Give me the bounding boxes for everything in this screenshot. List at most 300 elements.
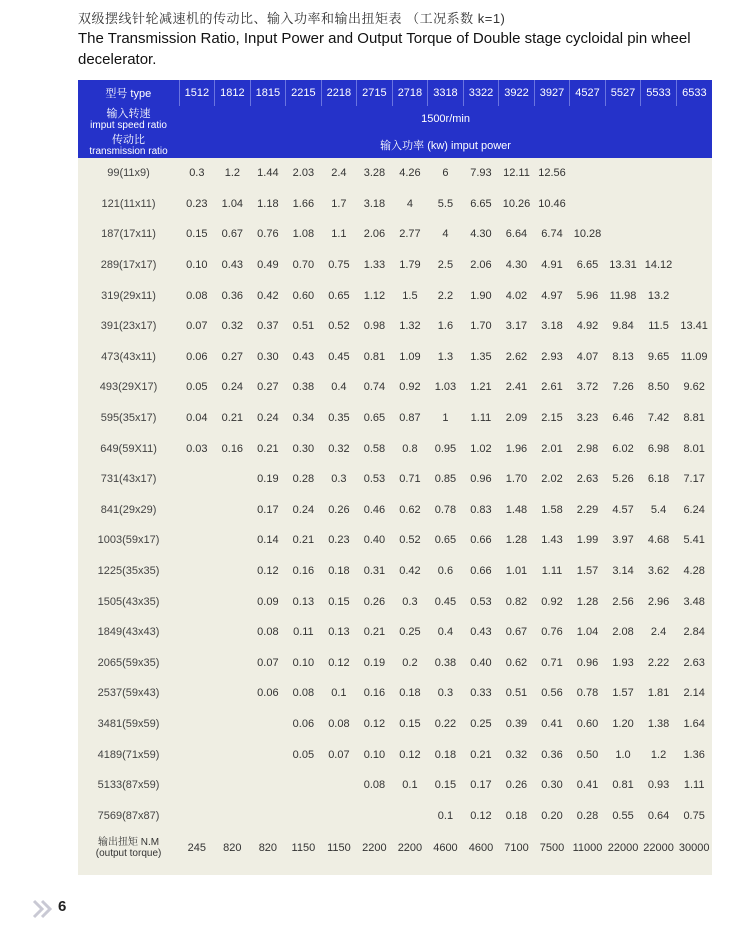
output-torque-label bbox=[78, 831, 179, 865]
model-header-cell: 2718 bbox=[392, 80, 428, 106]
power-cell bbox=[215, 800, 251, 831]
power-cell: 1.0 bbox=[615, 748, 631, 761]
model-header-cell: 5533 bbox=[641, 80, 677, 106]
power-cell: 0.3 bbox=[437, 687, 454, 700]
torque-cell: 2200 bbox=[397, 842, 423, 855]
power-cell: 1.43 bbox=[541, 534, 563, 547]
power-cell: 0.25 bbox=[470, 717, 492, 730]
ratio-cell: 4189(71x59) bbox=[97, 748, 160, 761]
torque-cell: 30000 bbox=[678, 842, 710, 855]
ratio-cell: 121(11x11) bbox=[101, 197, 156, 210]
power-cell: 0.06 bbox=[292, 717, 315, 730]
power-cell: 6.74 bbox=[541, 228, 563, 241]
power-cell bbox=[215, 739, 251, 770]
power-cell: 0.38 bbox=[292, 381, 315, 394]
power-cell bbox=[250, 709, 286, 740]
power-cell: 2.62 bbox=[505, 350, 528, 363]
ratio-cell: 473(43x11) bbox=[101, 350, 156, 363]
power-cell: 0.96 bbox=[470, 473, 492, 486]
power-cell: 0.56 bbox=[541, 687, 563, 700]
power-cell: 0.66 bbox=[470, 534, 492, 547]
power-cell: 6.18 bbox=[647, 473, 670, 486]
power-cell: 2.06 bbox=[470, 259, 492, 272]
power-cell: 0.1 bbox=[331, 687, 347, 700]
power-cell: 0.52 bbox=[328, 320, 350, 333]
table-row bbox=[78, 158, 712, 189]
model-header-cell: 2215 bbox=[286, 80, 322, 106]
power-cell: 10.28 bbox=[573, 228, 602, 241]
power-cell bbox=[321, 770, 357, 801]
power-cell: 0.49 bbox=[257, 259, 279, 272]
power-cell: 1.93 bbox=[612, 656, 634, 669]
ratio-cell: 3481(59x59) bbox=[97, 717, 160, 730]
power-cell: 6.65 bbox=[470, 197, 492, 210]
power-cell: 1.11 bbox=[683, 779, 705, 792]
ratio-cell: 2065(59x35) bbox=[97, 656, 160, 669]
ratio-cell: 841(29x29) bbox=[100, 503, 157, 516]
power-cell: 2.14 bbox=[683, 687, 705, 700]
power-cell: 0.32 bbox=[328, 442, 350, 455]
power-cell: 1.48 bbox=[505, 503, 528, 516]
power-cell: 0.71 bbox=[399, 473, 421, 486]
power-cell: 4.68 bbox=[647, 534, 670, 547]
table-row bbox=[78, 556, 712, 587]
power-cell: 0.96 bbox=[576, 656, 599, 669]
input-speed-label bbox=[78, 106, 179, 132]
power-cell: 0.08 bbox=[328, 717, 350, 730]
power-cell: 0.43 bbox=[470, 626, 492, 639]
power-cell: 4.92 bbox=[576, 320, 599, 333]
power-cell: 6.02 bbox=[612, 442, 634, 455]
power-cell: 7.17 bbox=[683, 473, 705, 486]
power-cell: 0.76 bbox=[541, 626, 563, 639]
table-row bbox=[78, 372, 712, 403]
power-cell bbox=[215, 464, 251, 495]
ratio-cell: 649(59X11) bbox=[100, 442, 157, 455]
table-row bbox=[78, 311, 712, 342]
ratio-cell: 7569(87x87) bbox=[97, 809, 160, 822]
power-cell: 0.13 bbox=[328, 626, 350, 639]
power-cell: 2.77 bbox=[399, 228, 421, 241]
ratio-label-cn: 传动比 bbox=[112, 133, 146, 146]
power-cell: 4 bbox=[406, 197, 413, 210]
power-cell: 3.62 bbox=[647, 565, 670, 578]
model-header-cell: 1512 bbox=[179, 80, 215, 106]
table-row bbox=[78, 403, 712, 434]
power-cell: 0.98 bbox=[363, 320, 386, 333]
power-cell: 2.98 bbox=[576, 442, 599, 455]
ratio-cell: 731(43x17) bbox=[100, 473, 157, 486]
power-cell: 0.34 bbox=[292, 412, 315, 425]
power-cell bbox=[179, 709, 215, 740]
power-cell bbox=[179, 800, 215, 831]
power-cell: 0.30 bbox=[292, 442, 315, 455]
power-cell: 1.04 bbox=[576, 626, 599, 639]
power-cell: 3.28 bbox=[363, 167, 386, 180]
power-cell: 0.17 bbox=[257, 503, 279, 516]
torque-cell: 22000 bbox=[607, 842, 639, 855]
power-cell: 0.40 bbox=[470, 656, 492, 669]
power-cell: 5.96 bbox=[576, 289, 599, 302]
power-cell: 0.52 bbox=[399, 534, 421, 547]
table-row bbox=[78, 770, 712, 801]
power-cell bbox=[641, 219, 677, 250]
power-cell: 6.46 bbox=[612, 412, 634, 425]
torque-cell: 820 bbox=[258, 842, 278, 855]
power-cell: 1.7 bbox=[331, 197, 347, 210]
table-row bbox=[78, 495, 712, 526]
power-cell: 6 bbox=[442, 167, 449, 180]
power-cell: 0.11 bbox=[293, 626, 314, 639]
table-row bbox=[78, 189, 712, 220]
ratio-cell: 289(17x17) bbox=[100, 259, 157, 272]
page-number: 6 bbox=[58, 898, 67, 915]
power-cell: 0.12 bbox=[399, 748, 421, 761]
type-label: 型号 type bbox=[78, 80, 179, 106]
model-header-cell: 3322 bbox=[463, 80, 499, 106]
power-cell bbox=[215, 770, 251, 801]
power-cell: 0.21 bbox=[221, 412, 244, 425]
table-row bbox=[78, 617, 712, 648]
power-cell: 2.93 bbox=[541, 350, 563, 363]
power-cell: 0.04 bbox=[186, 412, 208, 425]
power-cell: 0.19 bbox=[257, 473, 279, 486]
table-row bbox=[78, 648, 712, 679]
power-cell: 0.82 bbox=[505, 595, 528, 608]
power-cell: 4.30 bbox=[470, 228, 492, 241]
torque-cell: 820 bbox=[223, 842, 242, 855]
torque-cell: 1150 bbox=[291, 842, 316, 855]
power-cell: 0.32 bbox=[505, 748, 528, 761]
power-cell bbox=[215, 678, 251, 709]
power-cell: 0.93 bbox=[647, 779, 670, 792]
power-cell bbox=[321, 800, 357, 831]
power-cell: 4.02 bbox=[505, 289, 528, 302]
power-cell bbox=[605, 189, 641, 220]
power-cell: 0.19 bbox=[363, 656, 386, 669]
power-cell bbox=[179, 586, 215, 617]
power-cell: 0.24 bbox=[292, 503, 315, 516]
ratio-power-header-row bbox=[78, 132, 712, 158]
power-cell: 2.2 bbox=[437, 289, 454, 302]
model-header-cell: 1815 bbox=[250, 80, 286, 106]
power-cell: 0.85 bbox=[434, 473, 457, 486]
power-cell: 7.42 bbox=[647, 412, 670, 425]
power-cell: 0.3 bbox=[189, 167, 205, 180]
power-cell: 0.51 bbox=[292, 320, 315, 333]
power-cell: 0.27 bbox=[257, 381, 279, 394]
power-cell: 0.15 bbox=[399, 717, 421, 730]
table-row bbox=[78, 739, 712, 770]
power-cell: 9.84 bbox=[612, 320, 634, 333]
ratio-label bbox=[78, 132, 179, 158]
power-cell: 5.4 bbox=[650, 503, 667, 516]
power-cell: 0.28 bbox=[576, 809, 599, 822]
power-cell: 0.92 bbox=[541, 595, 563, 608]
power-cell: 1.79 bbox=[399, 259, 421, 272]
power-cell: 2.01 bbox=[541, 442, 563, 455]
power-cell bbox=[676, 189, 712, 220]
power-cell: 0.09 bbox=[257, 595, 279, 608]
power-cell: 0.05 bbox=[186, 381, 208, 394]
power-cell: 1.3 bbox=[437, 350, 454, 363]
power-cell: 0.8 bbox=[402, 442, 418, 455]
ratio-cell: 1003(59x17) bbox=[97, 534, 160, 547]
power-cell: 0.55 bbox=[612, 809, 634, 822]
power-cell bbox=[570, 189, 606, 220]
torque-cell: 245 bbox=[187, 842, 207, 855]
power-cell: 2.03 bbox=[292, 167, 315, 180]
power-cell: 1.09 bbox=[399, 350, 421, 363]
power-cell: 0.65 bbox=[363, 412, 386, 425]
ratio-cell: 391(23x17) bbox=[100, 320, 157, 333]
model-header-cell: 3318 bbox=[428, 80, 464, 106]
power-cell: 0.38 bbox=[434, 656, 457, 669]
power-cell bbox=[179, 617, 215, 648]
ratio-cell: 1849(43x43) bbox=[97, 626, 160, 639]
power-cell: 2.5 bbox=[437, 259, 454, 272]
power-cell: 0.16 bbox=[292, 565, 315, 578]
power-cell bbox=[179, 495, 215, 526]
power-cell: 11.5 bbox=[648, 320, 669, 333]
power-cell: 0.62 bbox=[505, 656, 528, 669]
power-cell: 0.66 bbox=[470, 565, 492, 578]
model-header-cell: 4527 bbox=[570, 80, 606, 106]
power-cell: 0.03 bbox=[186, 442, 208, 455]
power-cell: 0.75 bbox=[328, 259, 350, 272]
torque-cell: 7500 bbox=[539, 842, 565, 855]
power-cell: 0.12 bbox=[328, 656, 350, 669]
power-cell: 2.63 bbox=[576, 473, 599, 486]
power-cell: 1.11 bbox=[541, 565, 563, 578]
power-cell: 0.6 bbox=[437, 565, 454, 578]
power-cell: 0.92 bbox=[399, 381, 421, 394]
power-cell: 0.27 bbox=[221, 350, 244, 363]
power-cell bbox=[215, 525, 251, 556]
power-cell: 0.43 bbox=[221, 259, 244, 272]
power-cell: 0.07 bbox=[186, 320, 208, 333]
power-cell: 0.76 bbox=[257, 228, 279, 241]
power-cell: 0.06 bbox=[186, 350, 208, 363]
power-cell: 0.45 bbox=[328, 350, 350, 363]
power-cell: 2.02 bbox=[541, 473, 563, 486]
power-cell: 0.24 bbox=[257, 412, 279, 425]
power-cell bbox=[215, 556, 251, 587]
power-cell: 10.46 bbox=[538, 197, 566, 210]
power-cell bbox=[215, 617, 251, 648]
power-cell: 7.26 bbox=[612, 381, 634, 394]
power-cell: 4.28 bbox=[683, 565, 705, 578]
power-cell bbox=[676, 280, 712, 311]
power-cell: 6.65 bbox=[576, 259, 599, 272]
power-cell: 0.39 bbox=[505, 717, 528, 730]
power-cell: 0.67 bbox=[221, 228, 244, 241]
power-cell: 0.14 bbox=[257, 534, 279, 547]
power-cell: 2.22 bbox=[647, 656, 670, 669]
power-cell: 0.15 bbox=[434, 779, 457, 792]
power-cell: 0.21 bbox=[470, 748, 492, 761]
power-cell: 11.09 bbox=[680, 350, 708, 363]
table-row bbox=[78, 250, 712, 281]
power-cell: 0.41 bbox=[541, 717, 563, 730]
power-cell bbox=[570, 158, 606, 189]
torque-cell: 4600 bbox=[433, 842, 458, 855]
power-cell bbox=[215, 495, 251, 526]
power-cell: 1.90 bbox=[470, 289, 492, 302]
power-cell: 0.78 bbox=[434, 503, 457, 516]
power-cell: 0.26 bbox=[328, 503, 350, 516]
power-cell: 1.57 bbox=[612, 687, 634, 700]
power-cell: 0.22 bbox=[434, 717, 457, 730]
power-cell: 0.74 bbox=[363, 381, 386, 394]
power-cell: 1.35 bbox=[470, 350, 492, 363]
power-cell: 9.62 bbox=[683, 381, 705, 394]
power-cell bbox=[357, 800, 393, 831]
power-cell: 1.02 bbox=[470, 442, 492, 455]
power-cell: 0.12 bbox=[257, 565, 279, 578]
power-cell: 0.21 bbox=[257, 442, 279, 455]
ratio-cell: 319(29x11) bbox=[101, 289, 156, 302]
power-cell: 0.58 bbox=[363, 442, 386, 455]
double-chevron-icon bbox=[32, 898, 60, 920]
power-cell: 3.23 bbox=[576, 412, 599, 425]
power-cell: 0.08 bbox=[363, 779, 386, 792]
power-cell: 0.12 bbox=[470, 809, 492, 822]
page-title-chinese: 双级摆线针轮减速机的传动比、输入功率和输出扭矩表 （工况系数 k=1) bbox=[78, 11, 506, 26]
power-cell: 4.91 bbox=[541, 259, 563, 272]
power-cell: 1.99 bbox=[576, 534, 599, 547]
power-cell: 0.62 bbox=[399, 503, 421, 516]
power-cell bbox=[179, 678, 215, 709]
ratio-power-torque-table bbox=[78, 80, 712, 865]
power-cell: 0.07 bbox=[328, 748, 350, 761]
input-speed-row bbox=[78, 106, 712, 132]
power-cell bbox=[250, 770, 286, 801]
power-cell: 1.6 bbox=[437, 320, 454, 333]
power-cell: 0.07 bbox=[257, 656, 279, 669]
power-cell: 8.13 bbox=[612, 350, 634, 363]
ratio-cell: 493(29X17) bbox=[99, 381, 158, 394]
power-cell: 1.08 bbox=[292, 228, 315, 241]
power-cell bbox=[250, 739, 286, 770]
power-cell: 2.09 bbox=[505, 412, 528, 425]
power-cell: 14.12 bbox=[644, 259, 673, 272]
power-cell bbox=[179, 556, 215, 587]
power-cell: 0.50 bbox=[576, 748, 599, 761]
output-torque-row bbox=[78, 831, 712, 865]
power-cell: 8.01 bbox=[683, 442, 705, 455]
power-cell: 1.03 bbox=[434, 381, 457, 394]
power-cell: 4.26 bbox=[399, 167, 421, 180]
power-cell: 9.65 bbox=[647, 350, 670, 363]
power-cell: 13.41 bbox=[680, 320, 708, 333]
power-cell bbox=[286, 770, 322, 801]
power-cell bbox=[179, 648, 215, 679]
power-cell: 0.4 bbox=[437, 626, 454, 639]
power-cell: 1.70 bbox=[505, 473, 528, 486]
table-row bbox=[78, 678, 712, 709]
power-cell: 1.20 bbox=[612, 717, 634, 730]
model-header-cell: 3927 bbox=[534, 80, 570, 106]
torque-cell: 1150 bbox=[327, 842, 351, 855]
power-cell: 2.56 bbox=[612, 595, 634, 608]
power-cell: 2.84 bbox=[683, 626, 705, 639]
power-cell: 1.2 bbox=[224, 167, 240, 180]
power-cell: 0.65 bbox=[328, 289, 350, 302]
table-row bbox=[78, 586, 712, 617]
power-cell: 7.93 bbox=[470, 167, 492, 180]
model-header-cell: 1812 bbox=[215, 80, 251, 106]
table-row bbox=[78, 342, 712, 373]
power-cell: 0.32 bbox=[221, 320, 244, 333]
power-cell: 6.64 bbox=[505, 228, 528, 241]
ratio-cell: 1505(43x35) bbox=[97, 595, 160, 608]
power-cell bbox=[286, 800, 322, 831]
power-cell: 1.11 bbox=[470, 412, 492, 425]
power-cell: 4 bbox=[442, 228, 449, 241]
table-row bbox=[78, 433, 712, 464]
ratio-cell: 99(11x9) bbox=[107, 167, 150, 180]
power-cell: 0.64 bbox=[647, 809, 670, 822]
power-cell: 8.50 bbox=[647, 381, 670, 394]
power-cell: 0.10 bbox=[363, 748, 386, 761]
torque-cell: 11000 bbox=[572, 842, 603, 855]
power-cell: 0.16 bbox=[221, 442, 244, 455]
power-cell bbox=[676, 250, 712, 281]
power-cell: 0.08 bbox=[186, 289, 208, 302]
power-cell: 0.30 bbox=[541, 779, 563, 792]
power-cell: 3.97 bbox=[612, 534, 634, 547]
power-cell bbox=[676, 219, 712, 250]
power-cell: 1.57 bbox=[576, 565, 599, 578]
power-cell: 2.96 bbox=[647, 595, 670, 608]
power-cell: 2.63 bbox=[683, 656, 705, 669]
power-cell: 0.21 bbox=[363, 626, 386, 639]
power-cell: 0.10 bbox=[292, 656, 315, 669]
power-cell: 0.51 bbox=[505, 687, 528, 700]
torque-cell: 7100 bbox=[504, 842, 529, 855]
model-header-cell: 6533 bbox=[676, 80, 712, 106]
power-cell: 1.1 bbox=[331, 228, 347, 241]
power-cell: 0.43 bbox=[292, 350, 315, 363]
table-row bbox=[78, 219, 712, 250]
power-cell: 13.31 bbox=[609, 259, 637, 272]
power-cell: 0.95 bbox=[434, 442, 457, 455]
power-cell: 0.21 bbox=[292, 534, 315, 547]
power-cell: 1 bbox=[442, 412, 449, 425]
power-cell bbox=[641, 158, 677, 189]
power-cell: 1.28 bbox=[576, 595, 599, 608]
power-cell: 3.17 bbox=[505, 320, 528, 333]
power-cell: 1.28 bbox=[505, 534, 528, 547]
power-cell: 3.18 bbox=[363, 197, 386, 210]
power-cell: 1.36 bbox=[683, 748, 705, 761]
power-cell: 0.3 bbox=[331, 473, 347, 486]
power-cell: 1.33 bbox=[363, 259, 386, 272]
power-cell: 0.42 bbox=[399, 565, 421, 578]
output-torque-label-en: (output torque) bbox=[95, 848, 162, 860]
power-cell: 0.13 bbox=[292, 595, 315, 608]
table-row bbox=[78, 525, 712, 556]
power-cell: 3.18 bbox=[541, 320, 563, 333]
input-speed-value: 1500r/min bbox=[179, 106, 712, 132]
table-row bbox=[78, 709, 712, 740]
power-cell: 1.44 bbox=[257, 167, 279, 180]
power-cell: 0.42 bbox=[257, 289, 279, 302]
power-cell: 0.53 bbox=[363, 473, 386, 486]
power-cell: 0.18 bbox=[328, 565, 350, 578]
power-cell: 4.97 bbox=[541, 289, 563, 302]
